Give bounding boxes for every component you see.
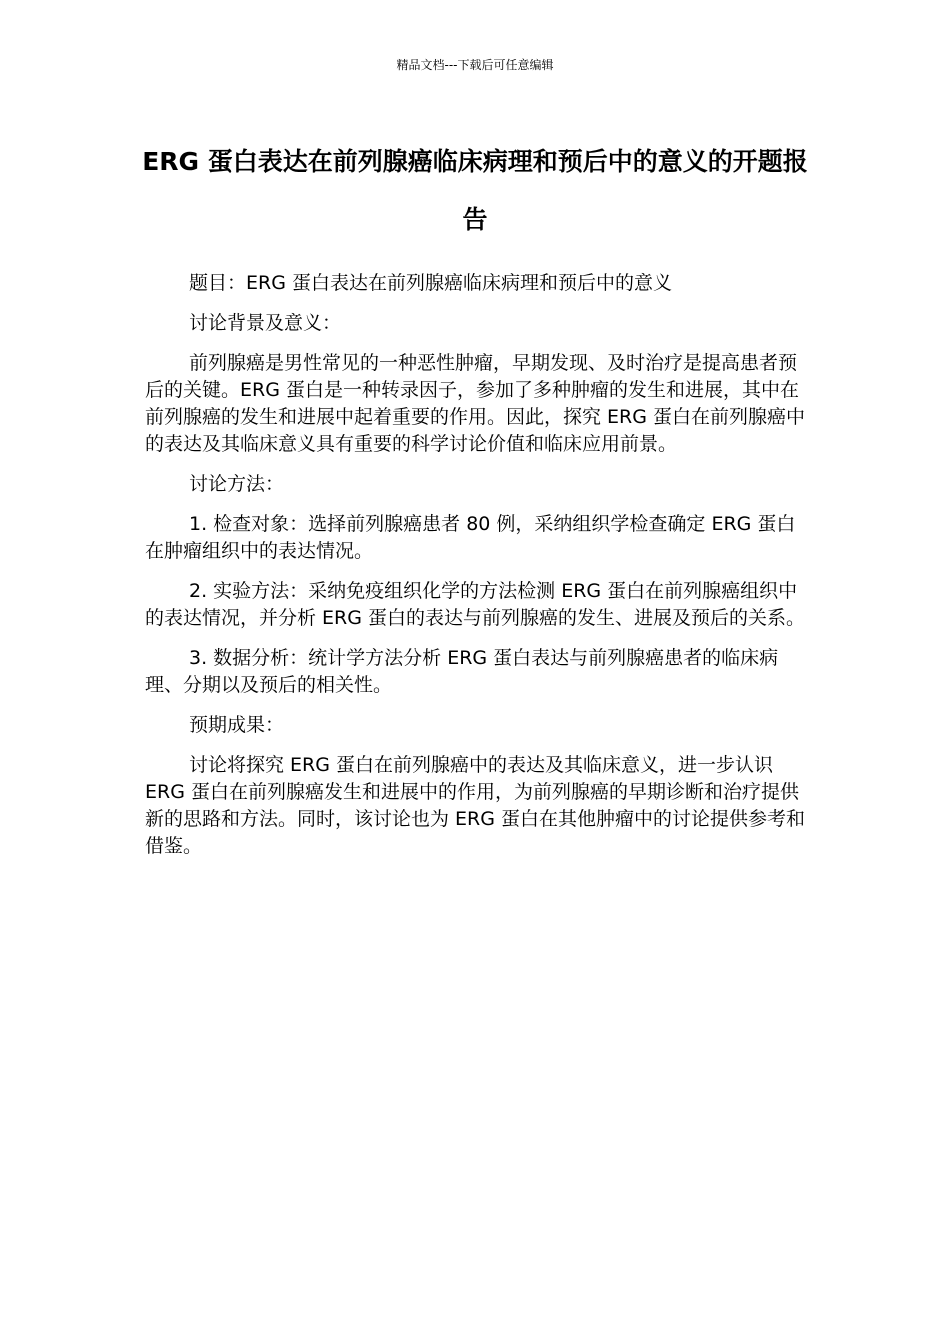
paragraph-method-analysis: 3. 数据分析：统计学方法分析 ERG 蛋白表达与前列腺癌患者的临床病理、分期以及预后的相关性。 xyxy=(145,647,779,696)
document-body xyxy=(145,270,813,873)
heading-expected-results: 预期成果： xyxy=(189,714,285,736)
page-header: 精品文档---下载后可任意编辑 xyxy=(396,58,554,72)
heading-methods: 讨论方法： xyxy=(189,473,285,495)
paragraph-method-experiment: 2. 实验方法：采纳免疫组织化学的方法检测 ERG 蛋白在前列腺癌组织中的表达情况，并分析 ERG 蛋白的表达与前列腺癌的发生、进展及预后的关系。 xyxy=(145,580,806,629)
document-title: ERG 蛋白表达在前列腺癌临床病理和预后中的意义的开题报告 xyxy=(142,147,808,234)
paragraph-expected-results: 讨论将探究 ERG 蛋白在前列腺癌中的表达及其临床意义，进一步认识 ERG 蛋白在前列腺癌发生和进展中的作用，为前列腺癌的早期诊断和治疗提供新的思路和方法。同时，该讨论也为 ERG 蛋白在其他肿瘤中的讨论提供参考和借鉴。 xyxy=(145,754,806,857)
heading-background: 讨论背景及意义： xyxy=(189,312,342,334)
paragraph-method-subjects: 1. 检查对象：选择前列腺癌患者 80 例，采纳组织学检查确定 ERG 蛋白在肿瘤组织中的表达情况。 xyxy=(145,513,796,562)
paragraph-topic: 题目：ERG 蛋白表达在前列腺癌临床病理和预后中的意义 xyxy=(189,272,672,294)
paragraph-background: 前列腺癌是男性常见的一种恶性肿瘤，早期发现、及时治疗是提高患者预后的关键。ERG 蛋白是一种转录因子，参加了多种肿瘤的发生和进展，其中在前列腺癌的发生和进展中起着重要的作用。因此，探究 ERG 蛋白在前列腺癌中的表达及其临床意义具有重要的科学讨论价值和临床应用前景。 xyxy=(145,352,806,455)
